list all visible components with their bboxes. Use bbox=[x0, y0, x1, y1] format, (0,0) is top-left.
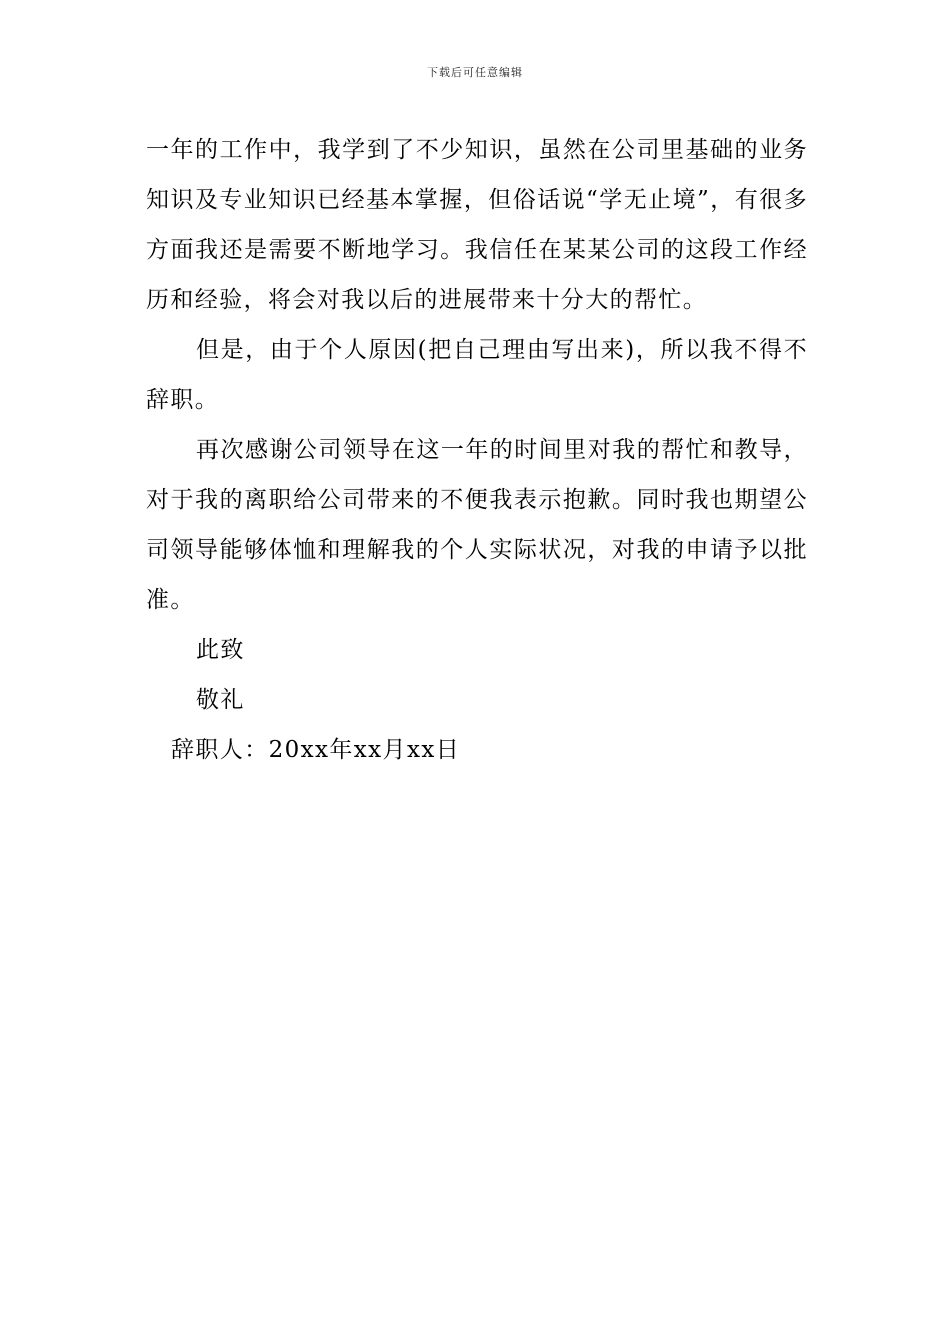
paragraph-reason: 但是，由于个人原因(把自己理由写出来)，所以我不得不辞职。 bbox=[146, 337, 808, 413]
closing-salutation: 此致 bbox=[196, 637, 245, 663]
signature-line: 辞职人：20xx年xx月xx日 bbox=[171, 737, 461, 763]
header-note: 下载后可任意编辑 bbox=[427, 66, 523, 79]
closing-regards: 敬礼 bbox=[196, 687, 245, 713]
paragraph-thanks: 再次感谢公司领导在这一年的时间里对我的帮忙和教导，对于我的离职给公司带来的不便我表示抱歉。同时我也期望公司领导能够体恤和理解我的个人实际状况，对我的申请予以批准。 bbox=[146, 437, 808, 613]
paragraph-continuation: 一年的工作中，我学到了不少知识，虽然在公司里基础的业务知识及专业知识已经基本掌握，但俗话说“学无止境”，有很多方面我还是需要不断地学习。我信任在某某公司的这段工作经历和经验，将会对我以后的进展带来十分大的帮忙。 bbox=[146, 137, 808, 313]
letter-body bbox=[146, 125, 808, 775]
